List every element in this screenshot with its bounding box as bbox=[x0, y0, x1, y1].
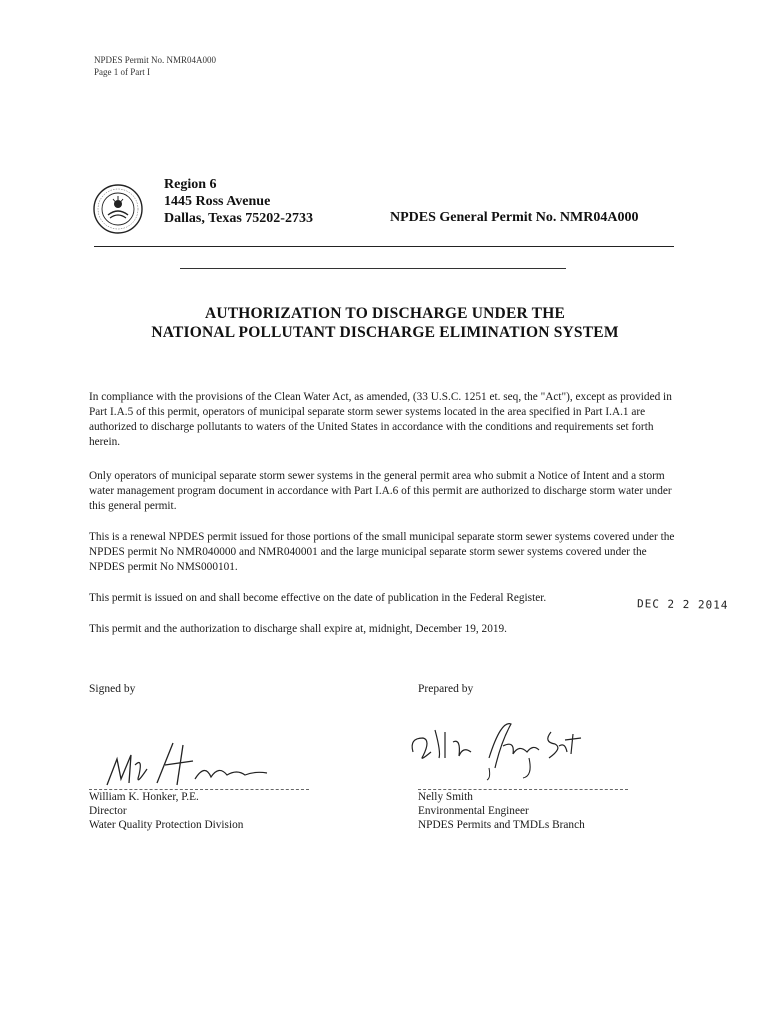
paragraph-compliance: In compliance with the provisions of the Clean Water Act, as amended, (33 U.S.C. 1251 et. seq, the "Act"), except as provided in Part I.A.5 of this permit, operators of municipal separate storm sewer systems located in the area specified in Part I.A.1 are authorized to discharge pollutants to waters of the United States in accordance with the conditions and requirements set forth herein. bbox=[89, 391, 672, 448]
epa-seal-icon bbox=[92, 183, 144, 235]
document-title-line1: AUTHORIZATION TO DISCHARGE UNDER THE bbox=[204, 305, 566, 322]
signer-title-left: Director bbox=[89, 805, 127, 817]
paragraph-effective: This permit is issued on and shall become effective on the date of publication in the Federal Register. bbox=[89, 592, 547, 604]
header-divider bbox=[94, 246, 674, 247]
permit-number: NPDES General Permit No. NMR04A000 bbox=[390, 210, 639, 225]
prepared-by-label: Prepared by bbox=[418, 683, 474, 695]
header-permit-line: NPDES Permit No. NMR04A000 bbox=[94, 55, 217, 65]
document-header bbox=[94, 54, 216, 78]
signer-name-left: William K. Honker, P.E. bbox=[89, 791, 199, 803]
agency-city: Dallas, Texas 75202-2733 bbox=[164, 211, 313, 226]
date-stamp: DEC 2 2 2014 bbox=[636, 597, 729, 612]
signer-division-right: NPDES Permits and TMDLs Branch bbox=[418, 819, 585, 831]
signer-name-right: Nelly Smith bbox=[418, 791, 473, 803]
agency-address bbox=[164, 176, 313, 227]
handwritten-signature-left bbox=[95, 735, 295, 790]
handwritten-signature-right bbox=[405, 712, 605, 782]
header-page-line: Page 1 of Part I bbox=[94, 67, 150, 77]
signer-division-left: Water Quality Protection Division bbox=[89, 819, 244, 831]
paragraph-expiration: This permit and the authorization to discharge shall expire at, midnight, December 19, 2019. bbox=[89, 623, 507, 635]
signed-by-label: Signed by bbox=[89, 683, 136, 695]
document-title-line2: NATIONAL POLLUTANT DISCHARGE ELIMINATION SYSTEM bbox=[151, 324, 619, 341]
agency-street: 1445 Ross Avenue bbox=[164, 194, 271, 209]
paragraph-renewal: This is a renewal NPDES permit issued for those portions of the small municipal separate storm sewer systems covered under the NPDES permit No NMR040000 and NMR040001 and the large municipal separate storm sewer systems covered under the NPDES permit No NMS000101. bbox=[89, 531, 675, 573]
signer-title-right: Environmental Engineer bbox=[418, 805, 529, 817]
signer-block-right bbox=[418, 790, 585, 832]
title-divider bbox=[180, 268, 566, 269]
signer-block-left bbox=[89, 790, 243, 832]
agency-region: Region 6 bbox=[164, 177, 217, 192]
paragraph-operators: Only operators of municipal separate storm sewer systems in the general permit area who submit a Notice of Intent and a storm water management program document in accordance with Part I.A.6 of this permit are authorized to discharge storm water under this general permit. bbox=[89, 470, 672, 512]
